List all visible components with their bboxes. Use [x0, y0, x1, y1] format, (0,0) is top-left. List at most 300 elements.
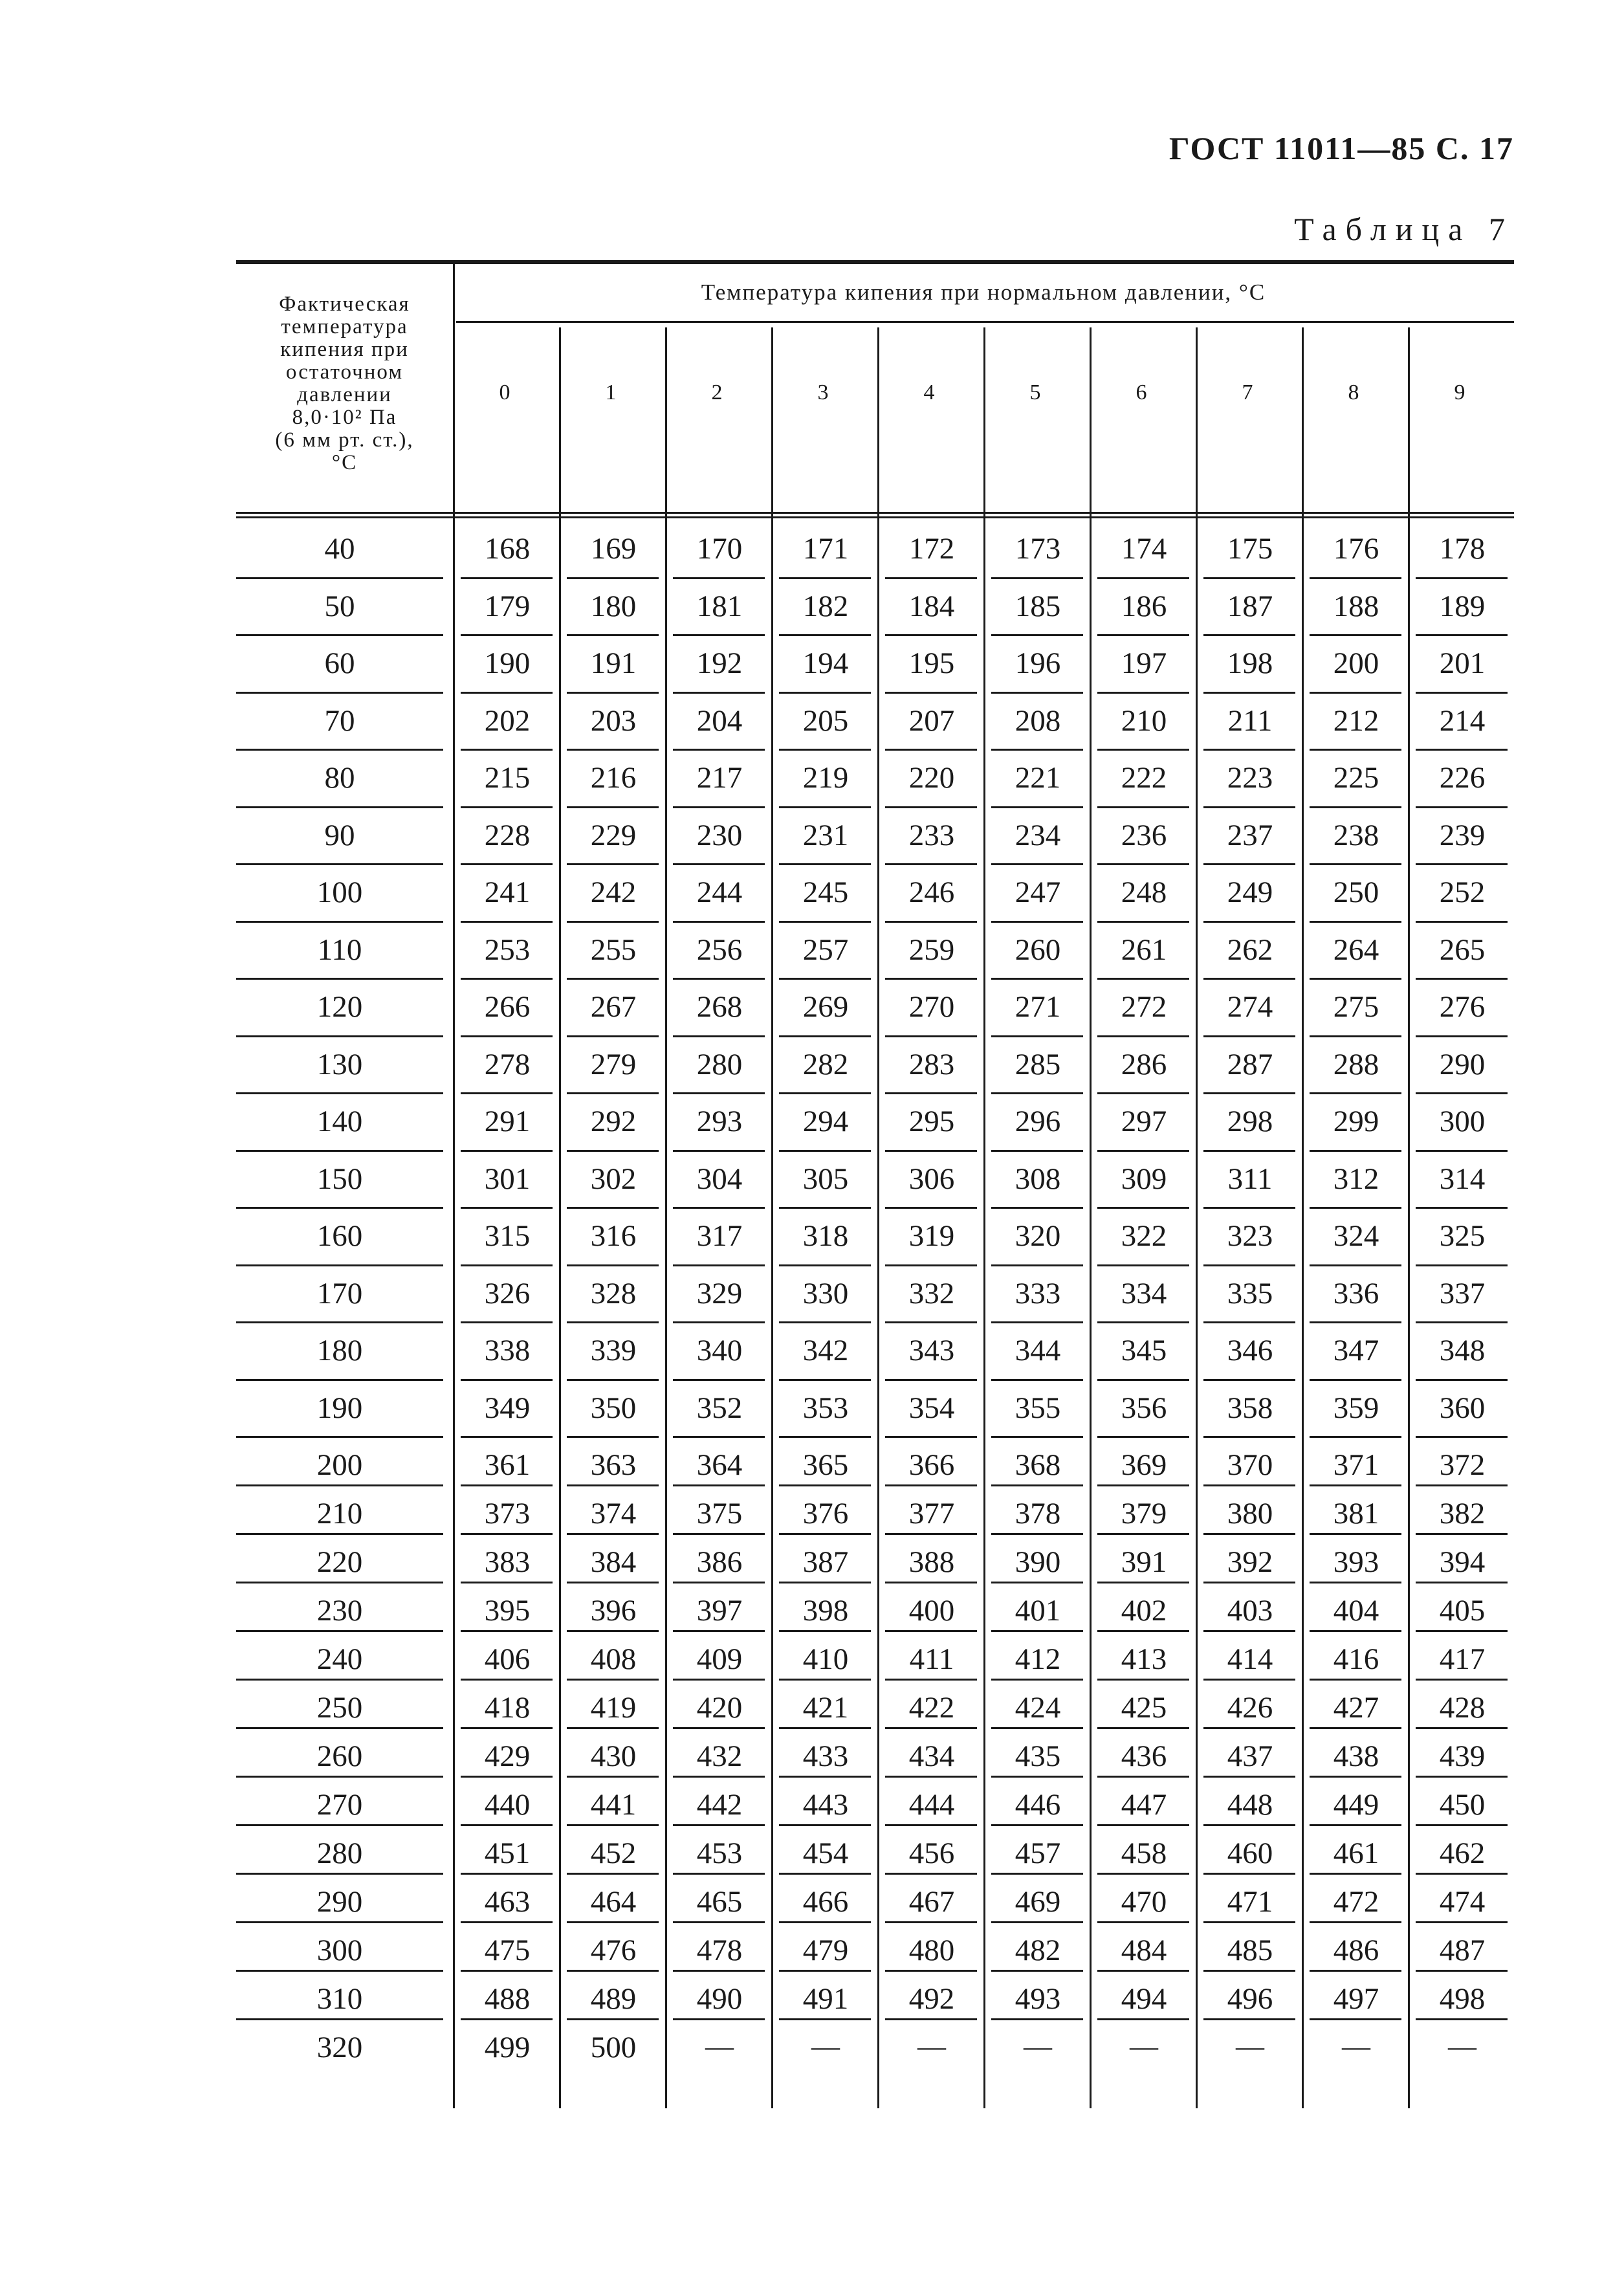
cell-divider: [991, 1582, 1083, 1583]
cell-divider: [1416, 1824, 1508, 1826]
table-cell: 299: [1333, 1105, 1379, 1138]
row-divider: [236, 1150, 443, 1152]
table-cell: 237: [1227, 818, 1273, 852]
cell-divider: [567, 1970, 659, 1972]
row-label: 40: [324, 532, 355, 566]
cell-divider: [779, 1207, 871, 1209]
row-label: 100: [316, 876, 363, 909]
cell-divider: [673, 2018, 765, 2020]
row-divider: [236, 806, 443, 808]
cell-divider: [1203, 1630, 1295, 1632]
table-cell: 198: [1227, 646, 1273, 680]
table-cell: 336: [1333, 1276, 1379, 1310]
table-cell: —: [917, 2031, 946, 2062]
table-cell: 296: [1015, 1105, 1061, 1138]
cell-divider: [1203, 749, 1295, 751]
row-divider: [236, 1824, 443, 1826]
row-divider: [236, 577, 443, 579]
cell-divider: [885, 1035, 977, 1037]
cell-divider: [673, 1207, 765, 1209]
cell-divider: [1097, 1092, 1189, 1094]
cell-divider: [1203, 1824, 1295, 1826]
cell-divider: [1416, 1207, 1508, 1209]
cell-divider: [1203, 1035, 1295, 1037]
table-cell: 286: [1121, 1047, 1167, 1081]
cell-divider: [1097, 1484, 1189, 1486]
cell-divider: [1310, 1436, 1401, 1438]
cell-divider: [1416, 1436, 1508, 1438]
table-cell: —: [705, 2031, 734, 2062]
table-cell: 185: [1015, 589, 1061, 623]
table-cell: 378: [1015, 1497, 1061, 1530]
row-divider: [236, 692, 443, 694]
table-cell: 457: [1015, 1836, 1061, 1870]
cell-divider: [1097, 1776, 1189, 1778]
cell-divider: [1097, 1035, 1189, 1037]
cell-divider: [1310, 1092, 1401, 1094]
cell-divider: [885, 863, 977, 865]
table-cell: 290: [1439, 1047, 1486, 1081]
table-cell: 388: [908, 1545, 955, 1579]
table-cell: 471: [1227, 1885, 1273, 1919]
table-cell: 292: [590, 1105, 637, 1138]
cell-divider: [779, 1436, 871, 1438]
table-cell: 301: [484, 1162, 531, 1196]
table-cell: 249: [1227, 876, 1273, 909]
table-cell: 215: [484, 761, 531, 795]
table-cell: 242: [590, 876, 637, 909]
page-header: ГОСТ 11011—85 С. 17: [1169, 130, 1514, 166]
cell-divider: [1416, 978, 1508, 980]
row-label: 230: [316, 1594, 363, 1627]
table-cell: 370: [1227, 1448, 1273, 1482]
cell-divider: [1416, 1776, 1508, 1778]
table-cell: 401: [1015, 1594, 1061, 1627]
cell-divider: [885, 1921, 977, 1923]
table-cell: 171: [802, 532, 849, 566]
table-cell: 285: [1015, 1047, 1061, 1081]
column-header: 9: [1454, 380, 1465, 404]
row-divider: [236, 1533, 443, 1535]
table-cell: 402: [1121, 1594, 1167, 1627]
row-label: 300: [316, 1934, 363, 1967]
row-divider: [236, 1727, 443, 1729]
table-cell: 226: [1439, 761, 1486, 795]
table-cell: 287: [1227, 1047, 1273, 1081]
cell-divider: [779, 1484, 871, 1486]
cell-divider: [779, 1921, 871, 1923]
table-cell: 371: [1333, 1448, 1379, 1482]
table-cell: 476: [590, 1934, 637, 1967]
table-cell: 449: [1333, 1788, 1379, 1822]
table-cell: 451: [484, 1836, 531, 1870]
cell-divider: [991, 1436, 1083, 1438]
cell-divider: [461, 1873, 553, 1875]
table-cell: 181: [696, 589, 743, 623]
cell-divider: [1203, 1150, 1295, 1152]
table-cell: 201: [1439, 646, 1486, 680]
table-cell: 462: [1439, 1836, 1486, 1870]
cell-divider: [1097, 921, 1189, 923]
cell-divider: [1310, 1207, 1401, 1209]
table-cell: 182: [802, 589, 849, 623]
table-cell: 427: [1333, 1691, 1379, 1725]
cell-divider: [1310, 1824, 1401, 1826]
cell-divider: [885, 634, 977, 636]
table-cell: 262: [1227, 932, 1273, 967]
table-cell: 404: [1333, 1594, 1379, 1627]
table-cell: 430: [590, 1739, 637, 1773]
column-header: 2: [711, 380, 723, 404]
table-cell: 318: [802, 1219, 849, 1253]
table-cell: 217: [696, 761, 743, 795]
table-cell: 334: [1121, 1276, 1167, 1310]
table-cell: 256: [696, 932, 743, 967]
cell-divider: [567, 1264, 659, 1266]
cell-divider: [1203, 806, 1295, 808]
cell-divider: [461, 1264, 553, 1266]
table-cell: 221: [1015, 761, 1061, 795]
cell-divider: [1416, 749, 1508, 751]
table-cell: 190: [484, 646, 531, 680]
row-divider: [236, 1679, 443, 1681]
table-cell: 438: [1333, 1739, 1379, 1773]
row-label: 50: [324, 589, 355, 623]
cell-divider: [991, 1264, 1083, 1266]
table-cell: 443: [802, 1788, 849, 1822]
cell-divider: [779, 1824, 871, 1826]
table-cell: 394: [1439, 1545, 1486, 1579]
cell-divider: [991, 1533, 1083, 1535]
table-cell: 361: [484, 1448, 531, 1482]
table-cell: 400: [908, 1594, 955, 1627]
cell-divider: [673, 1679, 765, 1681]
cell-divider: [1416, 1679, 1508, 1681]
table-cell: 172: [908, 532, 955, 566]
table-cell: 406: [484, 1642, 531, 1676]
cell-divider: [1310, 1533, 1401, 1535]
row-label: 80: [324, 761, 355, 795]
table-cell: 441: [590, 1788, 637, 1822]
cell-divider: [461, 1436, 553, 1438]
row-label: 140: [316, 1105, 363, 1138]
row-header-line: давлении: [297, 383, 392, 406]
row-header-line: °С: [331, 451, 358, 474]
table-cell: 414: [1227, 1642, 1273, 1676]
cell-divider: [779, 577, 871, 579]
cell-divider: [1097, 1379, 1189, 1381]
cell-divider: [1310, 1379, 1401, 1381]
table-cell: 482: [1015, 1934, 1061, 1967]
row-divider: [236, 634, 443, 636]
table-cell: 485: [1227, 1934, 1273, 1967]
table-cell: 317: [696, 1219, 743, 1253]
table-cell: 458: [1121, 1836, 1167, 1870]
column-divider: [453, 264, 455, 2108]
row-divider: [236, 978, 443, 980]
cell-divider: [1203, 1321, 1295, 1323]
table-cell: —: [1130, 2031, 1158, 2062]
table-cell: 332: [908, 1276, 955, 1310]
cell-divider: [461, 1379, 553, 1381]
row-header-line: остаточном: [285, 360, 404, 384]
table-cell: 461: [1333, 1836, 1379, 1870]
table-cell: 187: [1227, 589, 1273, 623]
table-cell: 208: [1015, 703, 1061, 738]
table-cell: 379: [1121, 1497, 1167, 1530]
row-divider: [236, 1582, 443, 1583]
cell-divider: [567, 1035, 659, 1037]
table-cell: 219: [802, 761, 849, 795]
cell-divider: [1310, 1484, 1401, 1486]
table-cell: 228: [484, 818, 531, 852]
row-label: 150: [316, 1162, 363, 1196]
table-cell: 496: [1227, 1982, 1273, 2016]
cell-divider: [1310, 1264, 1401, 1266]
table-cell: 416: [1333, 1642, 1379, 1676]
table-cell: 300: [1439, 1105, 1486, 1138]
column-header: 0: [499, 380, 510, 404]
table-cell: 205: [802, 703, 849, 738]
row-divider: [236, 1264, 443, 1266]
row-label: 210: [316, 1497, 363, 1530]
cell-divider: [779, 1150, 871, 1152]
row-label: 70: [324, 703, 355, 738]
row-divider: [236, 1776, 443, 1778]
cell-divider: [1310, 1727, 1401, 1729]
table-cell: 212: [1333, 703, 1379, 738]
table-cell: 405: [1439, 1594, 1486, 1627]
cell-divider: [885, 1582, 977, 1583]
table-cell: 319: [908, 1219, 955, 1253]
cell-divider: [567, 1824, 659, 1826]
table-cell: 417: [1439, 1642, 1486, 1676]
cell-divider: [673, 1727, 765, 1729]
table-cell: 302: [590, 1162, 637, 1196]
column-header: 5: [1029, 380, 1041, 404]
table-cell: 403: [1227, 1594, 1273, 1627]
cell-divider: [567, 1321, 659, 1323]
cell-divider: [567, 921, 659, 923]
table-cell: 233: [908, 818, 955, 852]
table-cell: 500: [590, 2031, 637, 2064]
cell-divider: [885, 1436, 977, 1438]
cell-divider: [1416, 2018, 1508, 2020]
table-cell: 169: [590, 532, 637, 566]
cell-divider: [1310, 1630, 1401, 1632]
cell-divider: [673, 1379, 765, 1381]
table-cell: 369: [1121, 1448, 1167, 1482]
cell-divider: [1310, 749, 1401, 751]
table-cell: 490: [696, 1982, 743, 2016]
cell-divider: [1097, 1264, 1189, 1266]
table-cell: 194: [802, 646, 849, 680]
cell-divider: [673, 1824, 765, 1826]
cell-divider: [885, 1264, 977, 1266]
cell-divider: [567, 634, 659, 636]
cell-divider: [1416, 1630, 1508, 1632]
cell-divider: [461, 1970, 553, 1972]
cell-divider: [1097, 749, 1189, 751]
cell-divider: [673, 1970, 765, 1972]
cell-divider: [1203, 863, 1295, 865]
table-cell: 412: [1015, 1642, 1061, 1676]
table-cell: 464: [590, 1885, 637, 1919]
table-cell: 223: [1227, 761, 1273, 795]
table-cell: 210: [1121, 703, 1167, 738]
row-divider: [236, 1321, 443, 1323]
table-cell: 498: [1439, 1982, 1486, 2016]
cell-divider: [779, 749, 871, 751]
table-cell: 324: [1333, 1219, 1379, 1253]
row-label: 180: [316, 1334, 363, 1367]
table-cell: 499: [484, 2031, 531, 2064]
table-cell: 195: [908, 646, 955, 680]
cell-divider: [1416, 1150, 1508, 1152]
table-cell: 374: [590, 1497, 637, 1530]
cell-divider: [779, 2018, 871, 2020]
cell-divider: [673, 1092, 765, 1094]
cell-divider: [779, 1970, 871, 1972]
column-divider: [1090, 327, 1092, 2108]
table-cell: 425: [1121, 1691, 1167, 1725]
row-divider: [236, 1921, 443, 1923]
table-cell: 342: [802, 1334, 849, 1367]
cell-divider: [1097, 1630, 1189, 1632]
table-cell: 311: [1227, 1162, 1273, 1196]
header-separator: [236, 512, 1514, 518]
table-cell: 488: [484, 1982, 531, 2016]
cell-divider: [461, 1727, 553, 1729]
cell-divider: [779, 1321, 871, 1323]
row-label: 320: [316, 2031, 363, 2064]
cell-divider: [779, 1379, 871, 1381]
cell-divider: [673, 1921, 765, 1923]
cell-divider: [885, 1207, 977, 1209]
cell-divider: [885, 1533, 977, 1535]
table-cell: 373: [484, 1497, 531, 1530]
cell-divider: [1310, 1035, 1401, 1037]
cell-divider: [991, 978, 1083, 980]
column-divider: [1196, 327, 1198, 2108]
cell-divider: [1097, 1150, 1189, 1152]
cell-divider: [885, 921, 977, 923]
cell-divider: [991, 1873, 1083, 1875]
table-cell: 170: [696, 532, 743, 566]
cell-divider: [991, 1970, 1083, 1972]
column-divider: [559, 327, 561, 2108]
table-cell: 453: [696, 1836, 743, 1870]
cell-divider: [779, 1679, 871, 1681]
cell-divider: [1097, 1824, 1189, 1826]
table-cell: 339: [590, 1334, 637, 1367]
table-cell: 448: [1227, 1788, 1273, 1822]
cell-divider: [1097, 692, 1189, 694]
table-cell: 408: [590, 1642, 637, 1676]
table-cell: 238: [1333, 818, 1379, 852]
cell-divider: [779, 1582, 871, 1583]
table-cell: 197: [1121, 646, 1167, 680]
cell-divider: [461, 1630, 553, 1632]
cell-divider: [1310, 634, 1401, 636]
table-cell: 377: [908, 1497, 955, 1530]
table-cell: 308: [1015, 1162, 1061, 1196]
cell-divider: [779, 1630, 871, 1632]
table-cell: 437: [1227, 1739, 1273, 1773]
table-cell: 392: [1227, 1545, 1273, 1579]
table-cell: 271: [1015, 990, 1061, 1024]
table-cell: 304: [696, 1162, 743, 1196]
table-cell: 475: [484, 1934, 531, 1967]
cell-divider: [567, 1679, 659, 1681]
column-header: 1: [605, 380, 617, 404]
row-label: 240: [316, 1642, 363, 1676]
cell-divider: [1097, 806, 1189, 808]
table-cell: 435: [1015, 1739, 1061, 1773]
table-cell: 309: [1121, 1162, 1167, 1196]
table-cell: 295: [908, 1105, 955, 1138]
table-cell: 176: [1333, 532, 1379, 566]
table-cell: 383: [484, 1545, 531, 1579]
table-cell: 396: [590, 1594, 637, 1627]
table-cell: 239: [1439, 818, 1486, 852]
table-cell: 492: [908, 1982, 955, 2016]
cell-divider: [1203, 1484, 1295, 1486]
cell-divider: [673, 749, 765, 751]
cell-divider: [567, 1921, 659, 1923]
table-cell: 380: [1227, 1497, 1273, 1530]
table-cell: 349: [484, 1391, 531, 1425]
table-cell: 269: [802, 990, 849, 1024]
column-divider: [1408, 327, 1410, 2108]
table-cell: 356: [1121, 1391, 1167, 1425]
cell-divider: [779, 1264, 871, 1266]
table-cell: 203: [590, 703, 637, 738]
cell-divider: [885, 806, 977, 808]
cell-divider: [1203, 1533, 1295, 1535]
table-cell: 432: [696, 1739, 743, 1773]
cell-divider: [991, 1379, 1083, 1381]
table-cell: 280: [696, 1047, 743, 1081]
cell-divider: [1203, 1582, 1295, 1583]
row-header-line: кипения при: [280, 338, 409, 361]
cell-divider: [567, 1436, 659, 1438]
table-cell: 436: [1121, 1739, 1167, 1773]
cell-divider: [461, 1824, 553, 1826]
cell-divider: [673, 1436, 765, 1438]
cell-divider: [1416, 577, 1508, 579]
cell-divider: [567, 1092, 659, 1094]
cell-divider: [673, 1582, 765, 1583]
table-cell: 323: [1227, 1219, 1273, 1253]
table-cell: 384: [590, 1545, 637, 1579]
table-cell: 230: [696, 818, 743, 852]
cell-divider: [779, 806, 871, 808]
table-cell: 348: [1439, 1334, 1486, 1367]
table-cell: —: [1236, 2031, 1264, 2062]
row-label: 260: [316, 1739, 363, 1773]
row-label: 130: [316, 1047, 363, 1081]
table-cell: 282: [802, 1047, 849, 1081]
table-cell: —: [1448, 2031, 1476, 2062]
table-cell: 474: [1439, 1885, 1486, 1919]
cell-divider: [461, 1092, 553, 1094]
row-divider: [236, 1092, 443, 1094]
cell-divider: [779, 863, 871, 865]
table-cell: 390: [1015, 1545, 1061, 1579]
cell-divider: [885, 1321, 977, 1323]
table-cell: 340: [696, 1334, 743, 1367]
